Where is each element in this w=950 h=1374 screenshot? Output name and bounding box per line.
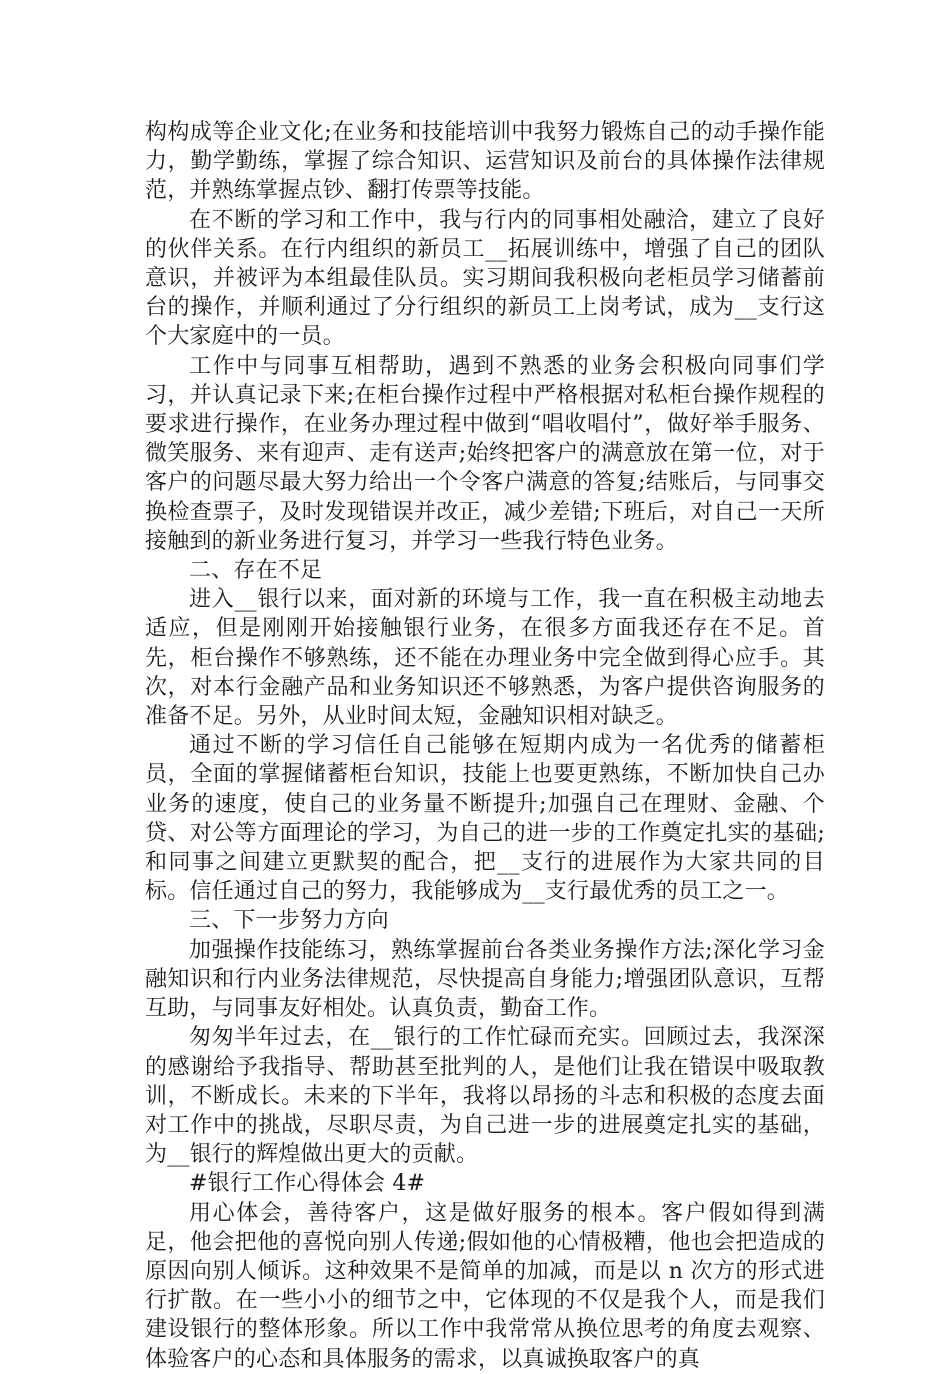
- paragraph-7: 匆匆半年过去，在__银行的工作忙碌而充实。回顾过去，我深深的感谢给予我指导、帮助甚至批判的人，是他们让我在错误中吸取教训，不断成长。未来的下半年，我将以昂扬的斗志和积极的态度去面对工作中的挑战，尽职尽责，为自己进一步的进展奠定扎实的基础，为__银行的辉煌做出更大的贡献。: [145, 1025, 825, 1168]
- paragraph-1: 构构成等企业文化;在业务和技能培训中我努力锻炼自己的动手操作能力，勤学勤练，掌握了综合知识、运营知识及前台的具体操作法律规范，并熟练掌握点钞、翻打传票等技能。: [145, 120, 825, 204]
- section-heading-next-steps: 三、下一步努力方向: [189, 908, 389, 934]
- paragraph-3: 工作中与同事互相帮助，遇到不熟悉的业务会积极向同事们学习，并认真记录下来;在柜台操作过程中严格根据对私柜台操作规程的要求进行操作，在业务办理过程中做到“唱收唱付”，做好举手服务、微笑服务、来有迎声、走有送声;始终把客户的满意放在第一位，对于客户的问题尽最大努力给出一个令客户满意的答复;结账后，与同事交换检查票子，及时发现错误并改正，减少差错;下班后，对自己一天所接触到的新业务进行复习，并学习一些我行特色业务。: [145, 353, 825, 554]
- paragraph-2: 在不断的学习和工作中，我与行内的同事相处融洽，建立了良好的伙伴关系。在行内组织的新员工__拓展训练中，增强了自己的团队意识，并被评为本组最佳队员。实习期间我积极向老柜员学习储蓄前台的操作，并顺利通过了分行组织的新员工上岗考试，成为__支行这个大家庭中的一员。: [145, 207, 825, 350]
- paragraph-4: 进入__银行以来，面对新的环境与工作，我一直在积极主动地去适应，但是刚刚开始接触银行业务，在很多方面我还存在不足。首先，柜台操作不够熟练，还不能在办理业务中完全做到得心应手。其次，对本行金融产品和业务知识还不够熟悉，为客户提供咨询服务的准备不足。另外，从业时间太短，金融知识相对缺乏。: [145, 587, 825, 730]
- section-heading-experience-4: #银行工作心得体会 4#: [189, 1171, 426, 1197]
- paragraph-8: 用心体会，善待客户，这是做好服务的根本。客户假如得到满足，他会把他的喜悦向别人传递;假如他的心情极糟，他也会把造成的原因向别人倾诉。这种效果不是简单的加减，而是以 n 次方的形式进行扩散。在一些小小的细节之中，它体现的不仅是我个人，而是我们建设银行的整体形象。所以工作中我常常从换位思考的角度去观察、体验客户的心态和具体服务的需求，以真诚换取客户的真: [145, 1200, 825, 1372]
- paragraph-5: 通过不断的学习信任自己能够在短期内成为一名优秀的储蓄柜员，全面的掌握储蓄柜台知识，技能上也要更熟练，不断加快自己办业务的速度，使自己的业务量不断提升;加强自己在理财、金融、个贷、对公等方面理论的学习，为自己的进一步的工作奠定扎实的基础;和同事之间建立更默契的配合，把__支行的进展作为大家共同的目标。信任通过自己的努力，我能够成为__支行最优秀的员工之一。: [145, 733, 825, 905]
- document-body: [145, 118, 825, 1374]
- section-heading-deficiencies: 二、存在不足: [189, 558, 323, 584]
- paragraph-6: 加强操作技能练习，熟练掌握前台各类业务操作方法;深化学习金融知识和行内业务法律规范，尽快提高自身能力;增强团队意识，互帮互助，与同事友好相处。认真负责，勤奋工作。: [145, 937, 825, 1022]
